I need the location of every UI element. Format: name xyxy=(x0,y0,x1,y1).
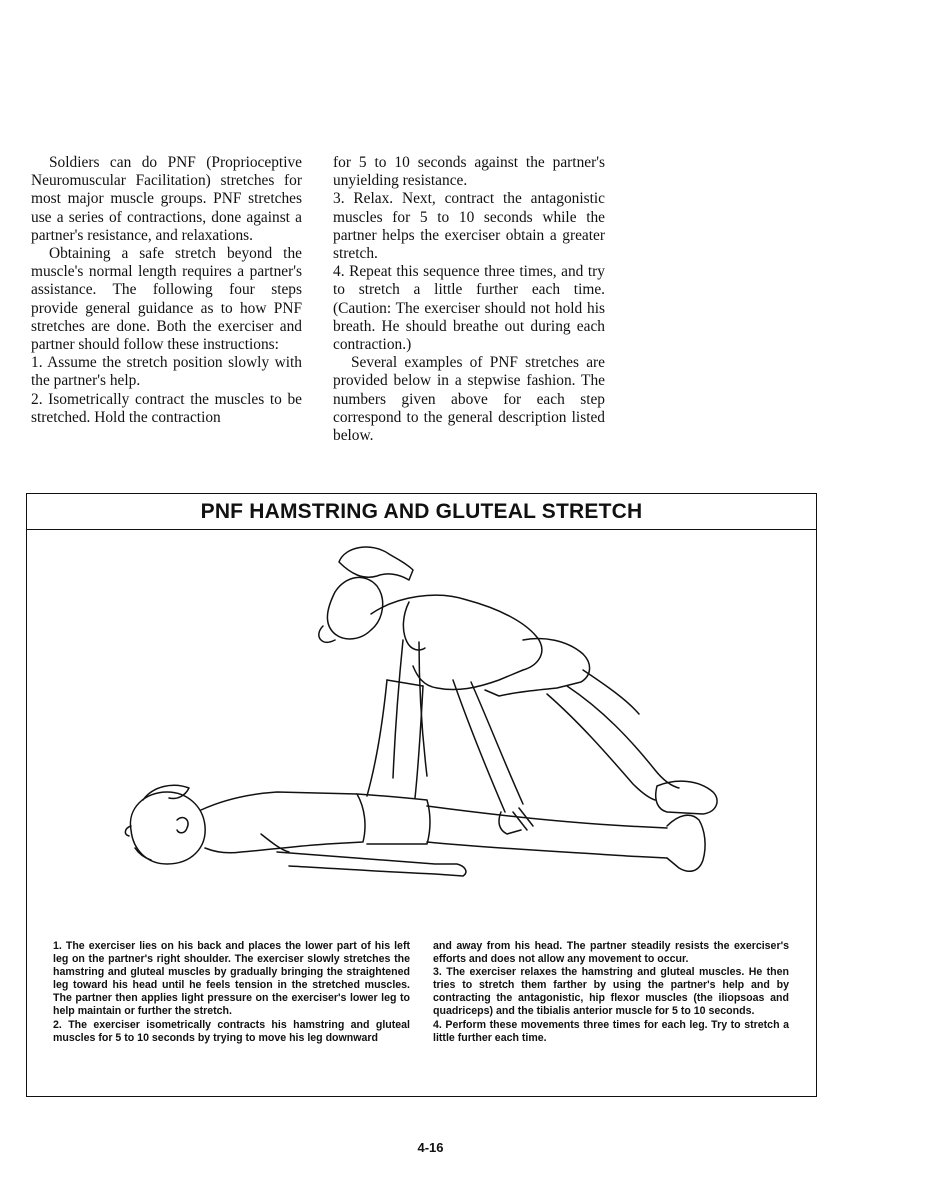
exerciser-sock xyxy=(387,680,423,686)
step-paragraph: 1. Assume the stretch position slowly with the partner's help. xyxy=(31,354,302,390)
partner-leg xyxy=(547,686,679,800)
partner-sleeve xyxy=(403,602,425,650)
step-paragraph: for 5 to 10 seconds against the partner's unyielding resistance. xyxy=(333,154,605,190)
partner-knee xyxy=(583,670,639,714)
partner-hair xyxy=(339,547,413,580)
exerciser-face xyxy=(125,826,151,860)
step-paragraph: 2. Isometrically contract the muscles to be stretched. Hold the contraction xyxy=(31,390,302,426)
caption-left-column xyxy=(53,940,410,1045)
intro-paragraph: Several examples of PNF stretches are provided below in a stepwise fashion. The numbers given above for each step correspond to the general description listed below. xyxy=(333,354,605,445)
partner-shoe xyxy=(656,781,717,814)
exerciser-head xyxy=(130,792,205,864)
page-number: 4-16 xyxy=(417,1140,444,1155)
step-paragraph: 3. Relax. Next, contract the antagonistic muscles for 5 to 10 seconds while the partner helps the exerciser obtain a greater stretch. xyxy=(333,190,605,263)
exerciser-arm xyxy=(277,852,466,876)
exerciser-shoe xyxy=(667,815,705,871)
caption-step: and away from his head. The partner steadily resists the exerciser's efforts and does not allow any movement to occur. xyxy=(433,940,789,966)
exerciser-ear xyxy=(177,818,188,833)
partner-shirt xyxy=(371,595,542,689)
intro-left-column xyxy=(31,154,302,427)
partner-arm-right xyxy=(453,680,523,812)
partner-figure xyxy=(319,547,717,834)
partner-head xyxy=(327,577,382,638)
figure-title: PNF HAMSTRING AND GLUTEAL STRETCH xyxy=(27,494,816,530)
caption-step: 1. The exerciser lies on his back and places the lower part of his left leg on the partner's right shoulder. The exerciser slowly stretches the hamstring and gluteal muscles by gradually bringing the straightened leg toward his head until he feels tension in the stretched muscles. The partner then applies light pressure on the exerciser's lower leg to help maintain or further the stretch. xyxy=(53,940,410,1018)
exerciser-shorts xyxy=(357,794,430,844)
intro-paragraph: Soldiers can do PNF (Proprioceptive Neuromuscular Facilitation) stretches for most major muscle groups. PNF stretches use a series of contractions, done against a partner's resistance, and relaxations. xyxy=(31,154,302,244)
figure-box xyxy=(26,493,817,1097)
partner-shorts xyxy=(485,639,590,696)
stretch-illustration xyxy=(27,530,816,890)
partner-face xyxy=(319,626,335,642)
intro-paragraph: Obtaining a safe stretch beyond the muscle's normal length requires a partner's assistance. The following four steps provide general guidance as to how PNF stretches are done. Both the exerciser and partner should follow these instructions: xyxy=(31,245,302,354)
caption-step: 4. Perform these movements three times for each leg. Try to stretch a little further each time. xyxy=(433,1018,789,1044)
partner-hand xyxy=(499,808,533,834)
caption-step: 2. The exerciser isometrically contracts his hamstring and gluteal muscles for 5 to 10 seconds by trying to move his leg downward xyxy=(53,1018,410,1044)
step-paragraph: 4. Repeat this sequence three times, and try to stretch a little further each time. (Caution: The exerciser should not hold his breath. He should breathe out during each contraction.) xyxy=(333,263,605,354)
exerciser-figure xyxy=(125,680,705,876)
caption-step: 3. The exerciser relaxes the hamstring and gluteal muscles. He then tries to stretch them farther by using the partner's help and by contracting the antagonistic, hip flexor muscles (the iliopsoas and quadriceps) and the tibialis anterior muscle for 5 to 10 seconds. xyxy=(433,966,789,1018)
exerciser-shirt xyxy=(201,792,365,853)
caption-right-column xyxy=(433,940,789,1045)
exerciser-straight-leg xyxy=(427,806,667,858)
intro-right-column xyxy=(333,154,605,445)
